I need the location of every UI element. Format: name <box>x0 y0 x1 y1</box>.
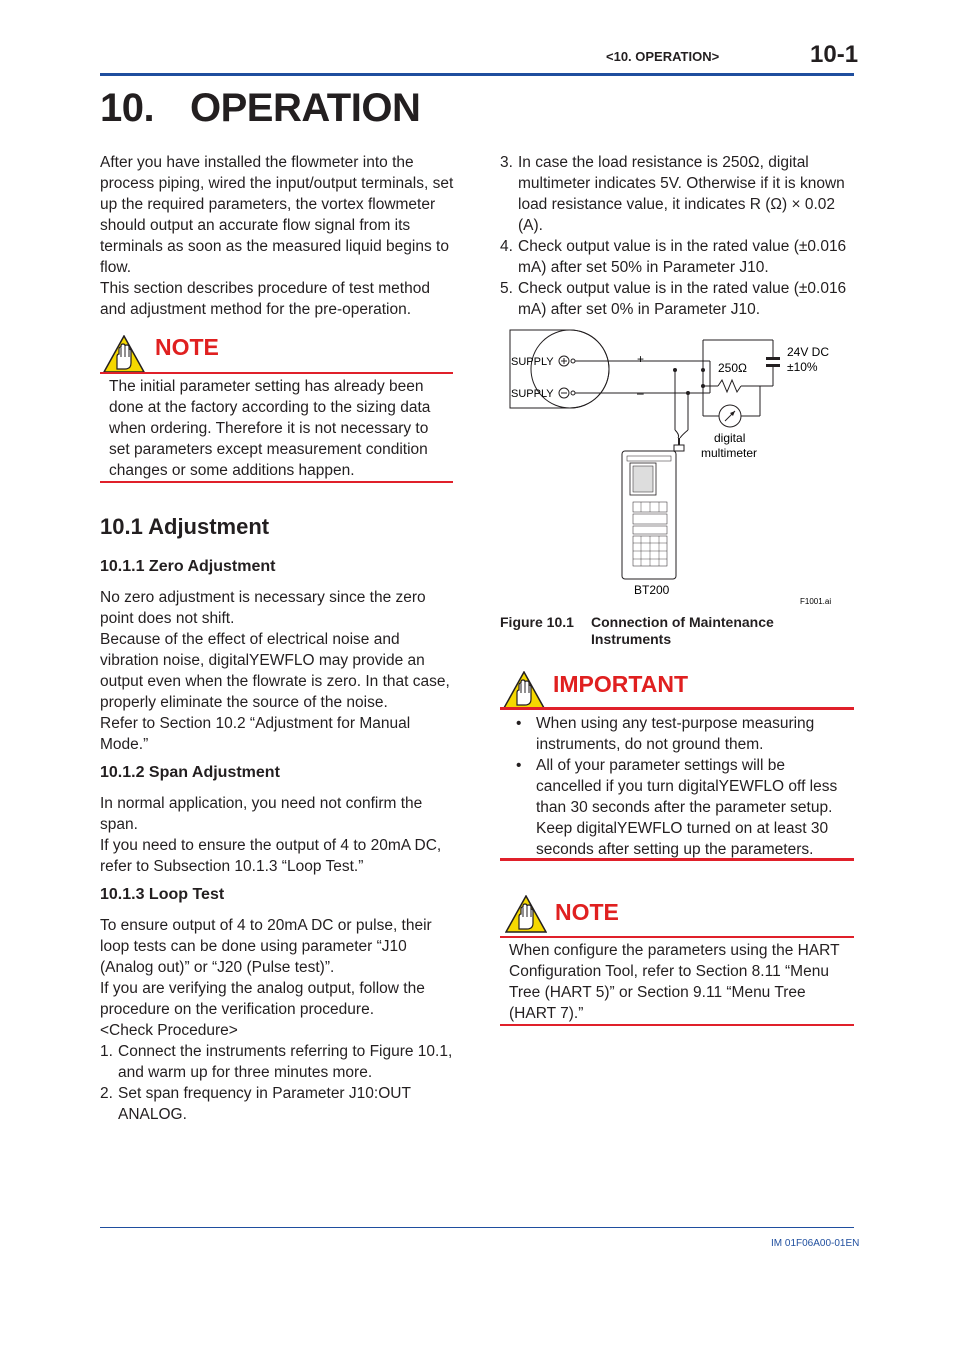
zero-adjustment-p2: Because of the effect of electrical noise and vibration noise, digitalYEWFLO may provide an output even when the flowrate is zero. In that case, properly eliminate the source of the noise. <box>100 631 450 711</box>
minus-sign: – <box>637 386 644 400</box>
list-item: 1. Connect the instruments referring to Figure 10.1, and warm up for three minutes more. <box>100 1043 453 1081</box>
span-adjustment-p1: In normal application, you need not confirm the span. <box>100 795 423 833</box>
battery-icon <box>766 357 780 360</box>
loop-test-text <box>100 915 455 1125</box>
note-box <box>500 895 854 1030</box>
list-item: 2. Set span frequency in Parameter J10:OUT ANALOG. <box>100 1085 411 1123</box>
subsection-heading-10-1-3: 10.1.3 Loop Test <box>100 886 225 903</box>
important-top-rule <box>500 707 854 710</box>
dc-supply-label: 24V DC <box>787 345 830 359</box>
supply-minus-label: SUPPLY <box>511 388 554 400</box>
running-header-section: <10. OPERATION> <box>606 49 720 64</box>
bt200-terminal-icon <box>622 451 676 579</box>
loop-test-p2: If you are verifying the analog output, follow the procedure on the verification procedure. <box>100 980 425 1018</box>
zero-adjustment-text <box>100 587 455 755</box>
multimeter-label-2: multimeter <box>701 446 758 460</box>
list-item: 3. In case the load resistance is 250Ω, digital multimeter indicates 5V. Otherwise if it is known load resistance value, it indicates R (Ω) × 0.02 (A). <box>500 154 845 234</box>
note-bottom-rule <box>100 481 453 483</box>
check-procedure-label: <Check Procedure> <box>100 1022 238 1039</box>
page-number: 10-1 <box>810 41 859 68</box>
dc-tolerance-label: ±10% <box>787 360 818 374</box>
span-adjustment-p2: If you need to ensure the output of 4 to 20mA DC, refer to Subsection 10.1.3 “Loop Test.” <box>100 837 442 875</box>
note-label: NOTE <box>555 899 619 925</box>
chapter-name: OPERATION <box>190 86 421 130</box>
supply-plus-label: SUPPLY <box>511 356 554 368</box>
note-box <box>100 331 453 484</box>
important-box <box>500 666 854 862</box>
figure-caption-line-1: Connection of Maintenance <box>591 614 774 630</box>
figure-caption-line-2: Instruments <box>591 631 672 647</box>
figure-caption-number: Figure 10.1 <box>500 614 574 630</box>
hand-warning-icon <box>503 671 545 709</box>
loop-test-p1: To ensure output of 4 to 20mA DC or pulse, their loop tests can be done using parameter “J10 (Analog out)” or “J20 (Pulse test)”. <box>100 917 432 976</box>
chapter-title <box>100 86 420 131</box>
header-rule <box>100 73 854 76</box>
span-adjustment-text <box>100 793 455 877</box>
note-bottom-rule <box>500 1024 854 1026</box>
connection-diagram <box>500 320 854 610</box>
important-label: IMPORTANT <box>553 671 689 697</box>
list-item: • All of your parameter settings will be cancelled if you turn digitalYEWFLO off less than 30 seconds after the parameter setup. Keep digitalYEWFLO turned on at least 30 seconds after setting up the parameters. <box>516 757 838 858</box>
zero-adjustment-p3: Refer to Section 10.2 “Adjustment for Manual Mode.” <box>100 715 411 753</box>
plus-sign: + <box>637 352 645 366</box>
check-steps-continued <box>500 152 855 320</box>
important-bottom-rule <box>500 858 854 861</box>
list-item: • When using any test-purpose measuring instruments, do not ground them. <box>516 715 815 753</box>
list-item: 4. Check output value is in the rated value (±0.016 mA) after set 50% in Parameter J10. <box>500 238 847 276</box>
intro-paragraph-1: After you have installed the flowmeter into the process piping, wired the input/output terminals, set up the required parameters, the vortex flowmeter should output an accurate flow signal from its terminals as soon as the measured liquid begins to flow. <box>100 154 454 276</box>
intro-paragraph-2: This section describes procedure of test method and adjustment method for the pre-operation. <box>100 280 430 318</box>
hand-warning-icon <box>505 895 547 933</box>
resistor-label: 250Ω <box>718 361 747 375</box>
section-heading-10-1: 10.1 Adjustment <box>100 514 270 539</box>
note-label: NOTE <box>155 334 219 360</box>
bt200-label: BT200 <box>634 583 670 597</box>
note-text: The initial parameter setting has already been done at the factory according to the sizing data when ordering. Therefore it is not necessary to set parameters except measurement condition changes or some additions happen. <box>109 378 431 479</box>
chapter-number: 10. <box>100 86 155 130</box>
note-text: When configure the parameters using the HART Configuration Tool, refer to Section 8.11 “Menu Tree (HART 5)” or Section 9.11 “Menu Tree (HART 7).” <box>509 942 840 1022</box>
subsection-heading-10-1-1: 10.1.1 Zero Adjustment <box>100 558 276 575</box>
hand-warning-icon <box>103 335 145 373</box>
note-top-rule <box>100 372 453 374</box>
check-steps-list-a <box>100 1041 455 1125</box>
check-steps-list-b <box>500 152 855 320</box>
footer-rule <box>100 1227 854 1228</box>
resistor-icon <box>718 380 741 392</box>
subsection-heading-10-1-2: 10.1.2 Span Adjustment <box>100 764 280 781</box>
zero-adjustment-p1: No zero adjustment is necessary since the zero point does not shift. <box>100 589 426 627</box>
note-top-rule <box>500 936 854 938</box>
figure-file-id: F1001.ai <box>800 597 832 606</box>
document-number: IM 01F06A00-01EN <box>771 1238 860 1249</box>
multimeter-label-1: digital <box>714 431 746 445</box>
list-item: 5. Check output value is in the rated value (±0.016 mA) after set 0% in Parameter J10. <box>500 280 847 318</box>
intro-text <box>100 152 455 320</box>
important-bullets <box>500 713 845 860</box>
